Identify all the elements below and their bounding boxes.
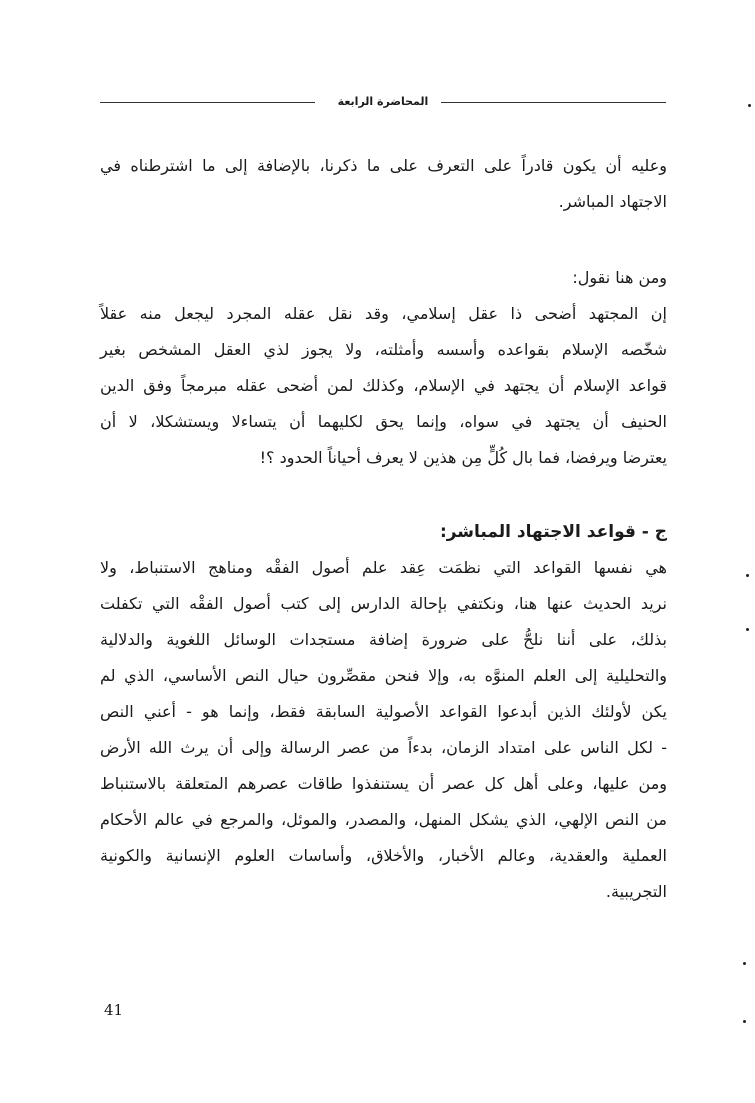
text-line: الاجتهاد المباشر.	[558, 192, 667, 211]
text-line: ومن عليها، وعلى أهل كل عصر أن يستنفذوا طاقات عصرهم المتعلقة بالاستنباط	[100, 774, 667, 793]
paragraph-1	[100, 148, 667, 220]
text-line: وعليه أن يكون قادراً على التعرف على ما ذكرنا، بالإضافة إلى ما اشترطناه في	[100, 156, 667, 175]
text-line: شخّصه الإسلام بقواعده وأسسه وأمثلته، ولا يجوز لذي العقل المشخص بغير	[100, 340, 667, 359]
text-line: الحنيف أن يجتهد في سواه، وإنما يحق لكليهما أن يتساءلا ويستشكلا، لا أن	[100, 412, 667, 431]
header-rule-right	[441, 102, 666, 103]
scan-mark	[748, 104, 751, 107]
text-line: نريد الحديث عنها هنا، ونكتفي بإحالة الدارس إلى كتب أصول الفقْه التي تكفلت	[100, 594, 667, 613]
text-line: - لكل الناس على امتداد الزمان، بدءاً من عصر الرسالة وإلى أن يرث الله الأرض	[100, 738, 667, 757]
text-line: إن المجتهد أضحى ذا عقل إسلامي، وقد نقل عقله المجرد ليجعل منه عقلاً	[100, 304, 667, 323]
text-line: قواعد الإسلام أن يجتهد في الإسلام، وكذلك لمن أضحى عقله مبرمجاً وفق الدين	[100, 376, 667, 395]
text-line: العملية والعقدية، وعالم الأخبار، والأخلاق، وأساسات العلوم الإنسانية والكونية	[100, 846, 667, 865]
text-line: يكن لأولئك الذين أبدعوا القواعد الأصولية السابقة فقط، وإنما هو - أعني النص	[100, 702, 667, 721]
paragraph-2	[100, 260, 667, 296]
paragraph-4	[100, 550, 667, 910]
running-header	[100, 92, 666, 112]
text-line: يعترضا ويرفضا، فما بال كُلٍّ مِن هذين لا يعرف أحياناً الحدود ؟!	[259, 448, 667, 467]
text-line: ومن هنا نقول:	[572, 268, 667, 287]
text-line: التجريبية.	[605, 882, 667, 901]
text-line: هي نفسها القواعد التي نظمَت عِقد علم أصول الفقْه ومناهج الاستنباط، ولا	[100, 558, 667, 577]
text-line: من النص الإلهي، الذي يشكل المنهل، والمصدر، والموئل، والمرجع في عالم الأحكام	[100, 810, 667, 829]
scan-mark	[746, 574, 749, 577]
chapter-title: المحاضرة الرابعة	[337, 95, 429, 108]
section-heading: ج - قواعد الاجتهاد المباشر:	[439, 522, 667, 542]
scan-mark	[743, 962, 746, 965]
scan-mark	[743, 1020, 746, 1023]
text-line: بذلك، على أننا نلحُّ على ضرورة إضافة مستجدات الوسائل اللغوية والدلالية	[100, 630, 667, 649]
scan-mark	[746, 628, 749, 631]
text-line: والتحليلية إلى العلم المنوَّه به، وإلا فنحن مقصِّرون حيال النص الأساسي، الذي لم	[100, 666, 667, 685]
paragraph-3	[100, 296, 667, 476]
page-number: 41	[104, 1001, 124, 1019]
header-rule-left	[100, 102, 315, 103]
